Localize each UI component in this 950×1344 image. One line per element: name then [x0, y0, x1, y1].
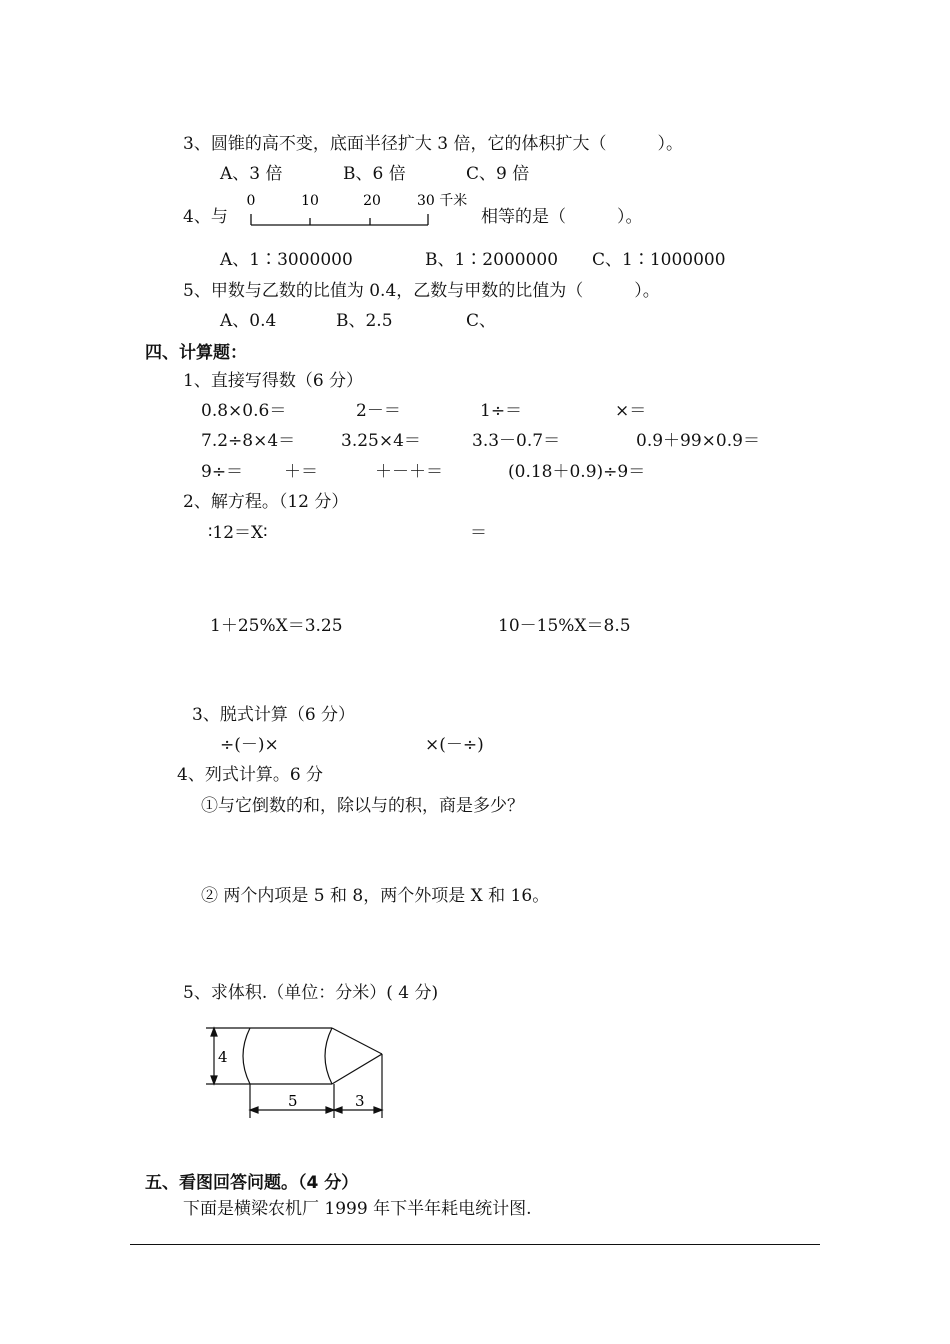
p2-item: ∶12＝X∶ [208, 523, 268, 543]
p1-item: 0.9＋99×0.9＝ [636, 431, 760, 451]
q3-stem: 3、圆锥的高不变，底面半径扩大 3 倍，它的体积扩大（ ）。 [183, 134, 683, 154]
p1-item: 3.25×4＝ [341, 431, 421, 451]
p1-item: 9÷＝ [201, 462, 244, 482]
section5-title: 五、看图回答问题。（4 分） [145, 1173, 359, 1193]
footer-divider [130, 1244, 820, 1245]
p1-item: 1÷＝ [480, 401, 523, 421]
q5-stem: 5、甲数与乙数的比值为 0.4，乙数与甲数的比值为（ ）。 [183, 281, 660, 301]
p1-item: 7.2÷8×4＝ [201, 431, 296, 451]
fig-label-height: 4 [218, 1048, 228, 1066]
p1-item: ×＝ [615, 401, 647, 421]
q5-option-c: C、 [466, 311, 497, 331]
q4-scale-bar [240, 188, 480, 233]
q5-option-b: B、2.5 [336, 311, 393, 331]
q4-prefix: 4、与 [183, 207, 228, 227]
scale-label-10: 10 [301, 193, 319, 209]
p1-item: ＋－＋＝ [375, 462, 443, 482]
p1-item: 0.8×0.6＝ [201, 401, 287, 421]
p1-title: 1、直接写得数（6 分） [183, 371, 364, 391]
section4-title: 四、计算题： [145, 343, 247, 363]
p2-item: 10－15%X＝8.5 [498, 616, 631, 636]
fig-label-cone-length: 3 [355, 1092, 365, 1110]
p3-title: 3、脱式计算（6 分） [192, 705, 356, 725]
volume-figure [200, 1018, 400, 1128]
q5-option-a: A、0.4 [220, 311, 277, 331]
section5-desc: 下面是横梁农机厂 1999 年下半年耗电统计图. [183, 1199, 532, 1219]
q4-option-c: C、1∶1000000 [592, 250, 726, 270]
q3-option-c: C、9 倍 [466, 164, 530, 184]
p4-item-1: ①与它倒数的和，除以与的积，商是多少？ [201, 796, 524, 816]
p5-title: 5、求体积.（单位：分米）( 4 分) [183, 983, 439, 1003]
scale-label-20: 20 [363, 193, 381, 209]
p2-item: ＝ [470, 523, 487, 543]
q3-option-a: A、3 倍 [220, 164, 283, 184]
p3-item: ÷(－)× [220, 735, 279, 755]
p4-item-2: ② 两个内项是 5 和 8，两个外项是 X 和 16。 [201, 886, 550, 906]
p1-item: 3.3－0.7＝ [472, 431, 561, 451]
scale-label-0: 0 [246, 193, 256, 209]
q4-option-a: A、1∶3000000 [220, 250, 353, 270]
p1-item: 2－＝ [356, 401, 401, 421]
p2-item: 1＋25%X＝3.25 [210, 616, 343, 636]
q4-option-b: B、1∶2000000 [425, 250, 559, 270]
p2-title: 2、解方程。（12 分） [183, 492, 349, 512]
p3-item: ×(－÷) [425, 735, 484, 755]
q4-suffix: 相等的是（ ）。 [481, 207, 643, 227]
p1-item: (0.18＋0.9)÷9＝ [508, 462, 646, 482]
p1-item: ＋＝ [284, 462, 318, 482]
fig-label-cylinder-length: 5 [288, 1092, 298, 1110]
p4-title: 4、列式计算。6 分 [177, 765, 324, 785]
q3-option-b: B、6 倍 [343, 164, 406, 184]
scale-label-30: 30 千米 [417, 193, 468, 209]
